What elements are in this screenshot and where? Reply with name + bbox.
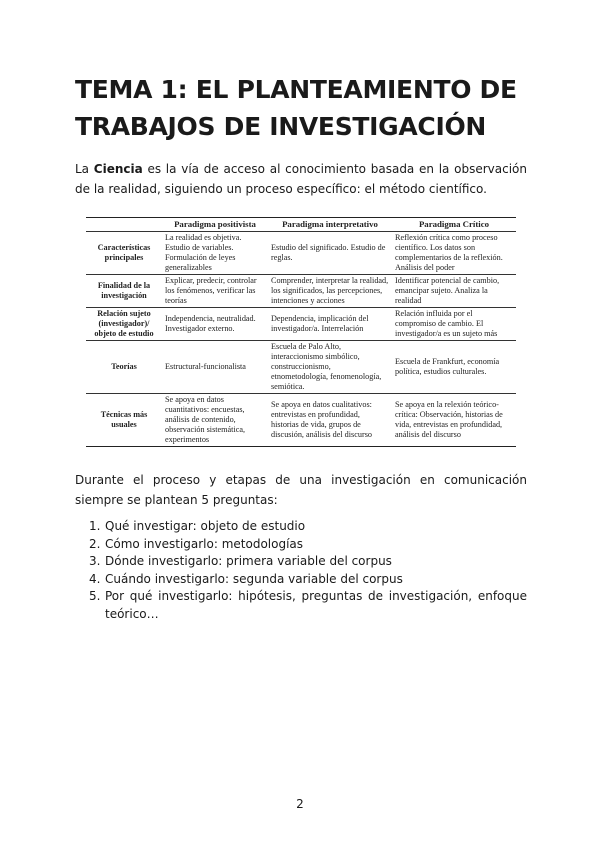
table-cell: Comprender, interpretar la realidad, los significados, las percepciones, intenciones y acciones [268, 275, 392, 308]
list-item-number: 5. [89, 589, 101, 603]
table-header-cell [86, 218, 162, 232]
table-cell: Se apoya en datos cuantitativos: encuestas, análisis de contenido, observación sistemática, experimentos [162, 394, 268, 447]
list-item-number: 1. [89, 519, 101, 533]
table-row-header: Finalidad de la investigación [86, 275, 162, 308]
questions-intro-paragraph: Durante el proceso y etapas de una investigación en comunicación siempre se plantean 5 preguntas: [75, 473, 527, 507]
table-row-header: Características principales [86, 232, 162, 275]
list-item-number: 4. [89, 571, 101, 586]
page-title: TEMA 1: EL PLANTEAMIENTO DE TRABAJOS DE INVESTIGACIÓN [75, 75, 517, 141]
table-cell: Escuela de Palo Alto, interaccionismo simbólico, construccionismo, etnometodología, fenomenología, semiótica. [268, 341, 392, 394]
table-cell: Identificar potencial de cambio, emancipar sujeto. Analiza la realidad [392, 275, 516, 308]
list-item-text: Cuándo investigarlo: segunda variable del corpus [105, 571, 403, 586]
paradigm-table [86, 217, 516, 447]
list-item-text: Qué investigar: objeto de estudio [105, 519, 306, 533]
table-cell: Explicar, predecir, controlar los fenómenos, verificar las teorías [162, 275, 268, 308]
table-row-header: Teorías [86, 341, 162, 394]
table-row [86, 275, 516, 308]
table-cell: Se apoya en datos cualitativos: entrevistas en profundidad, historias de vida, grupos de discusión, análisis del discurso [268, 394, 392, 447]
list-item-text: Dónde investigarlo: primera variable del corpus [105, 554, 392, 568]
table-header-row [86, 218, 516, 232]
table-row [86, 308, 516, 341]
table-cell: Dependencia, implicación del investigador/a. Interrelación [268, 308, 392, 341]
list-item [75, 571, 527, 589]
table-header-cell: Paradigma interpretativo [268, 218, 392, 232]
list-item-text: Cómo investigarlo: metodologías [105, 536, 304, 551]
table-header-cell: Paradigma Crítico [392, 218, 516, 232]
table-row [86, 394, 516, 447]
table-cell: Reflexión crítica como proceso científico. Los datos son complementarios de la reflexión. Análisis del poder [392, 232, 516, 275]
list-item [75, 588, 527, 623]
questions-list [75, 518, 527, 623]
list-item-number: 2. [89, 536, 101, 551]
table-cell: La realidad es objetiva. Estudio de variables. Formulación de leyes generalizables [162, 232, 268, 275]
intro-prefix: La [75, 162, 94, 176]
list-item [75, 518, 527, 536]
table-cell: Escuela de Frankfurt, economía política, estudios culturales. [392, 341, 516, 394]
table-cell: Independencia, neutralidad. Investigador externo. [162, 308, 268, 341]
list-item-text: Por qué investigarlo: hipótesis, preguntas de investigación, enfoque teórico… [105, 589, 527, 621]
table-header-cell: Paradigma positivista [162, 218, 268, 232]
table-row [86, 232, 516, 275]
table-row-header: Técnicas más usuales [86, 394, 162, 447]
list-item [75, 536, 527, 554]
paradigm-table-figure [86, 217, 516, 447]
table-cell: Estudio del significado. Estudio de reglas. [268, 232, 392, 275]
page-number: 2 [296, 797, 304, 811]
table-cell: Estructural-funcionalista [162, 341, 268, 394]
table-cell: Se apoya en la relexión teórico-crítica: Observación, historias de vida, entrevistas en profundidad, análisis del discurso [392, 394, 516, 447]
table-cell: Relación influida por el compromiso de cambio. El investigador/a es un sujeto más [392, 308, 516, 341]
table-row-header: Relación sujeto (investigador)/ objeto de estudio [86, 308, 162, 341]
table-row [86, 341, 516, 394]
intro-rest: es la vía de acceso al conocimiento basada en la observación de la realidad, siguiendo un proceso específico: el método científico. [75, 162, 528, 196]
intro-term: Ciencia [93, 162, 143, 176]
intro-paragraph [75, 159, 527, 199]
list-item [75, 553, 527, 571]
list-item-number: 3. [89, 554, 101, 568]
